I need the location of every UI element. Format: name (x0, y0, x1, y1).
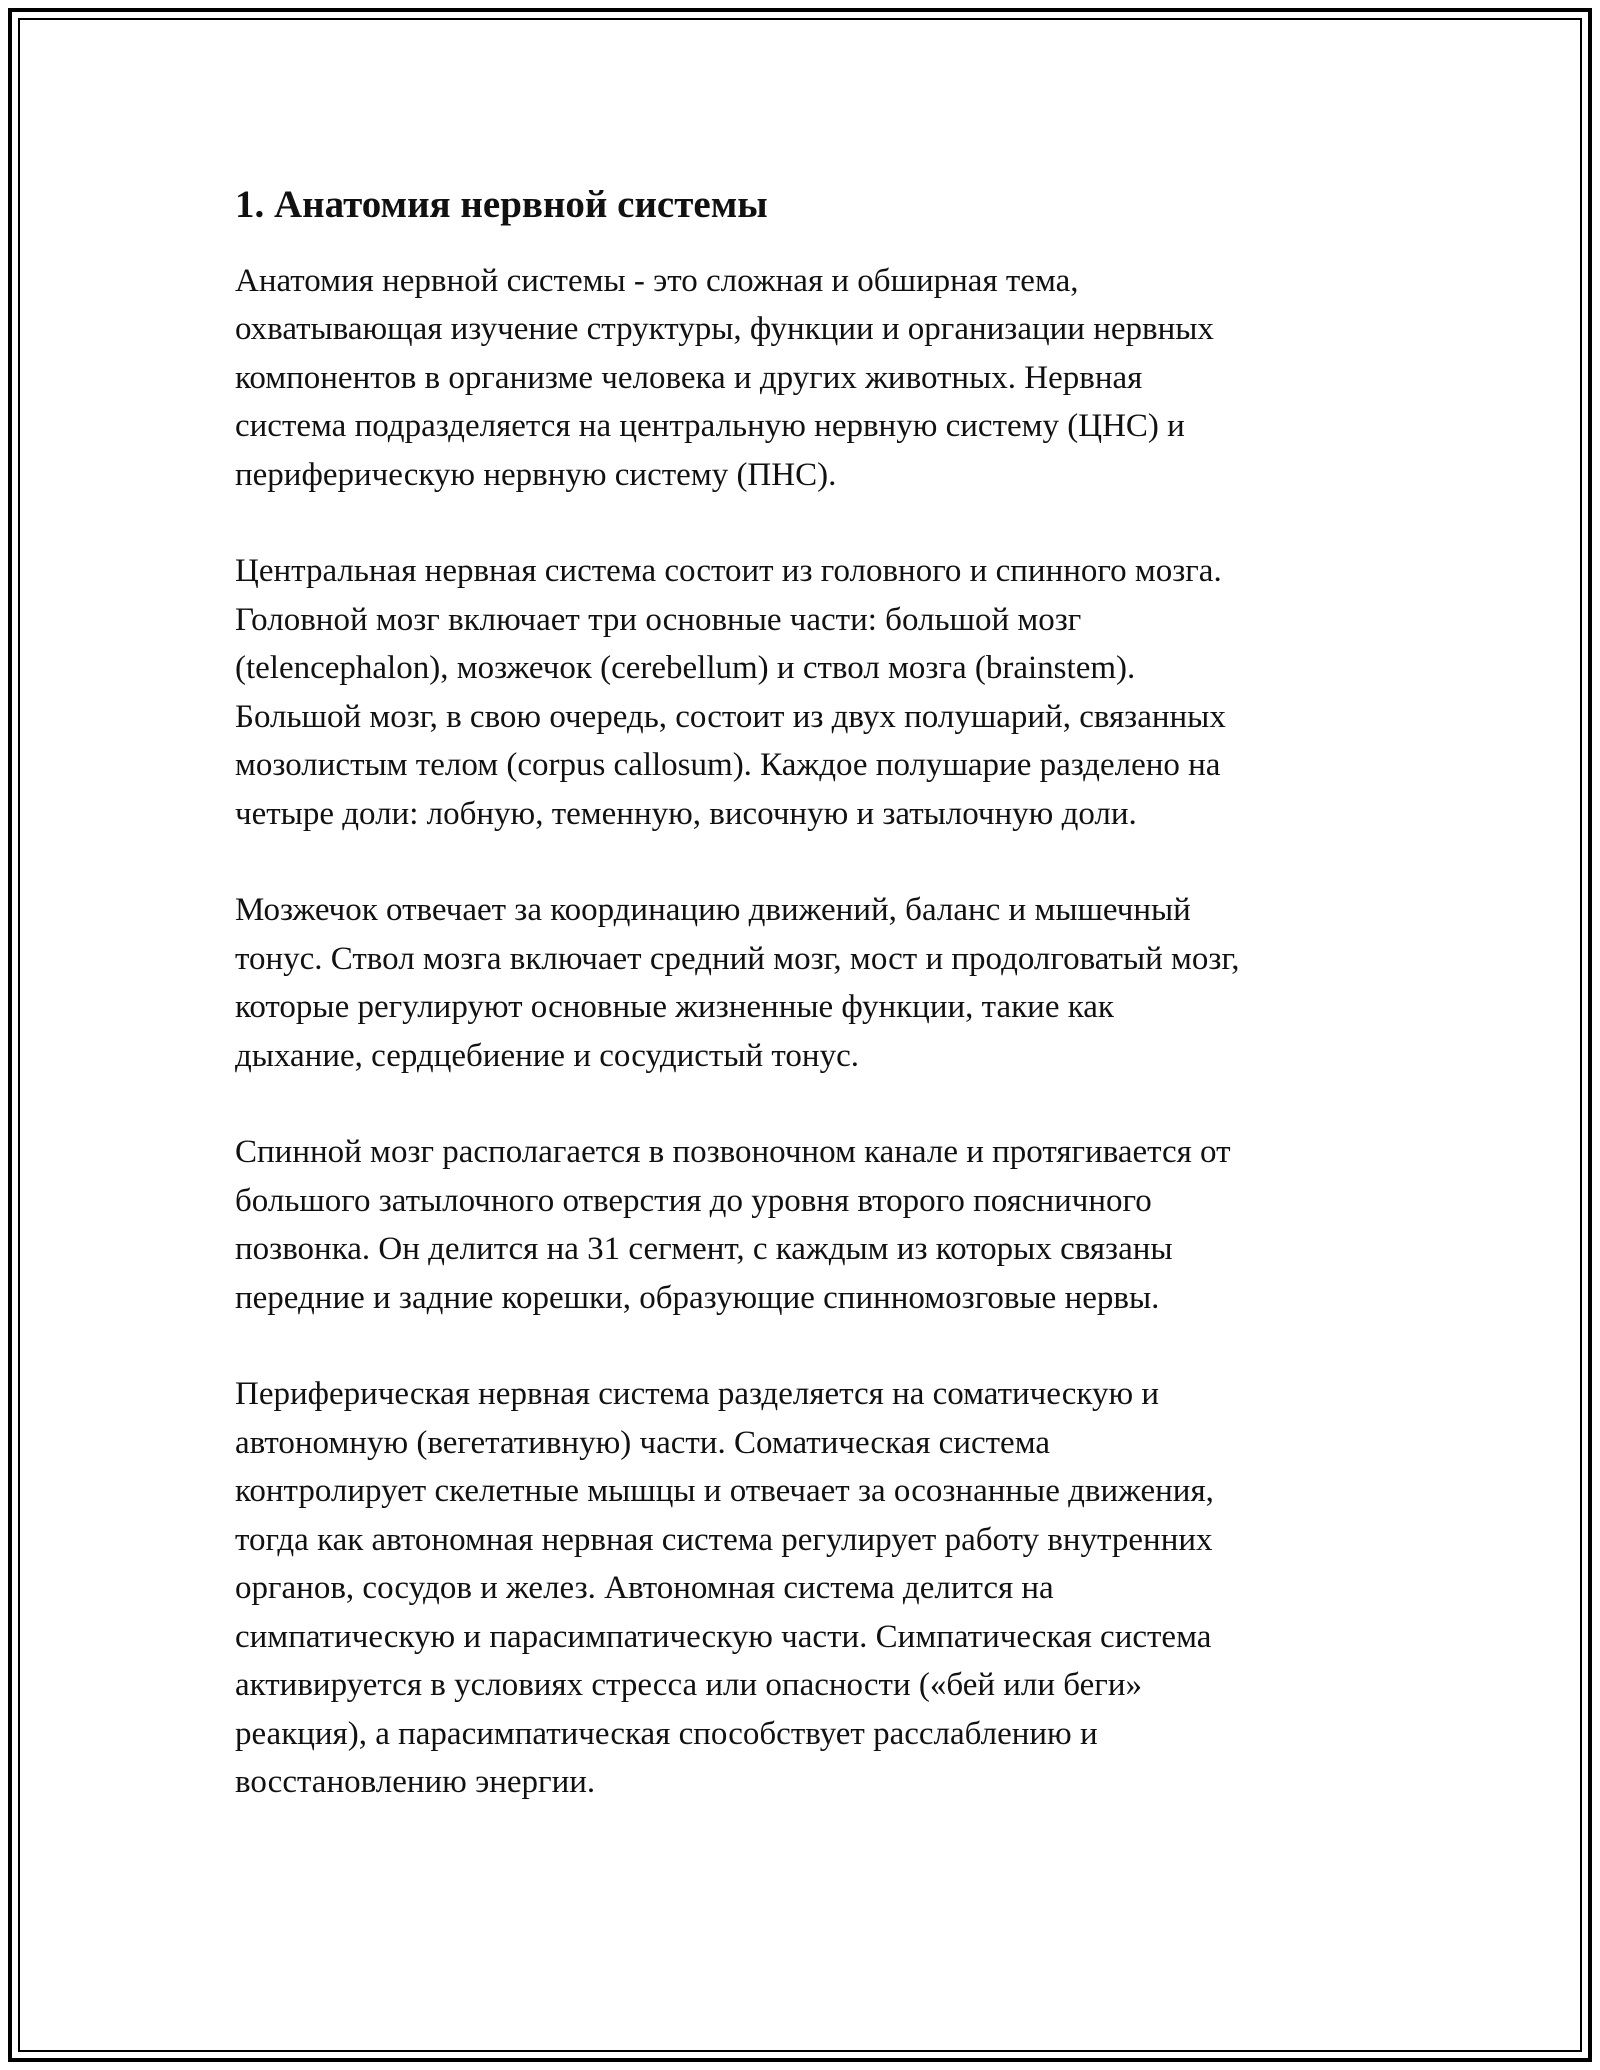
text-line: передние и задние корешки, образующие спинномозговые нервы. (235, 1279, 1160, 1316)
paragraph-cerebellum (235, 886, 1385, 1080)
text-line: тогда как автономная нервная система регулирует работу внутренних (235, 1521, 1213, 1558)
text-line: активируется в условиях стресса или опасности («бей или беги» (235, 1667, 1142, 1704)
paragraph-cns (235, 547, 1385, 838)
text-line: автономную (вегетативную) части. Соматическая система (235, 1424, 1051, 1461)
text-line: позвонка. Он делится на 31 сегмент, с каждым из которых связаны (235, 1231, 1173, 1268)
section-heading: 1. Анатомия нервной системы (235, 183, 768, 226)
text-line: Большой мозг, в свою очередь, состоит из двух полушарий, связанных (235, 698, 1226, 735)
text-line: компонентов в организме человека и других животных. Нервная (235, 359, 1143, 396)
text-line: контролирует скелетные мышцы и отвечает за осознанные движения, (235, 1473, 1214, 1510)
text-line: Анатомия нервной системы - это сложная и обширная тема, (235, 262, 1079, 299)
text-line: охватывающая изучение структуры, функции и организации нервных (235, 311, 1214, 348)
text-line: мозолистым телом (corpus callosum). Каждое полушарие разделено на (235, 747, 1221, 784)
text-line: Спинной мозг располагается в позвоночном канале и протягивается от (235, 1134, 1231, 1171)
text-line: (telencephalon), мозжечок (cerebellum) и ствол мозга (brainstem). (235, 650, 1136, 687)
text-line: Головной мозг включает три основные части: большой мозг (235, 601, 1082, 638)
text-line: реакция), а парасимпатическая способствует расслаблению и (235, 1715, 1098, 1752)
text-line: восстановлению энергии. (235, 1764, 596, 1801)
text-line: дыхание, сердцебиение и сосудистый тонус. (235, 1037, 859, 1074)
text-line: Мозжечок отвечает за координацию движений, баланс и мышечный (235, 892, 1191, 929)
paragraph-spinal-cord (235, 1128, 1385, 1322)
text-line: симпатическую и парасимпатическую части. Симпатическая система (235, 1618, 1212, 1655)
text-line: Периферическая нервная система разделяется на соматическую и (235, 1376, 1160, 1413)
text-line: система подразделяется на центральную нервную систему (ЦНС) и (235, 408, 1185, 445)
text-line: которые регулируют основные жизненные функции, такие как (235, 989, 1114, 1026)
text-line: Центральная нервная система состоит из головного и спинного мозга. (235, 553, 1222, 590)
paragraph-intro (235, 257, 1385, 500)
text-line: тонус. Ствол мозга включает средний мозг, мост и продолговатый мозг, (235, 940, 1240, 977)
text-line: органов, сосудов и желез. Автономная система делится на (235, 1570, 1054, 1607)
text-line: периферическую нервную систему (ПНС). (235, 456, 837, 493)
text-line: четыре доли: лобную, теменную, височную и затылочную доли. (235, 795, 1137, 832)
document-content (235, 180, 1385, 1807)
text-line: большого затылочного отверстия до уровня второго поясничного (235, 1182, 1152, 1219)
paragraph-pns (235, 1370, 1385, 1807)
